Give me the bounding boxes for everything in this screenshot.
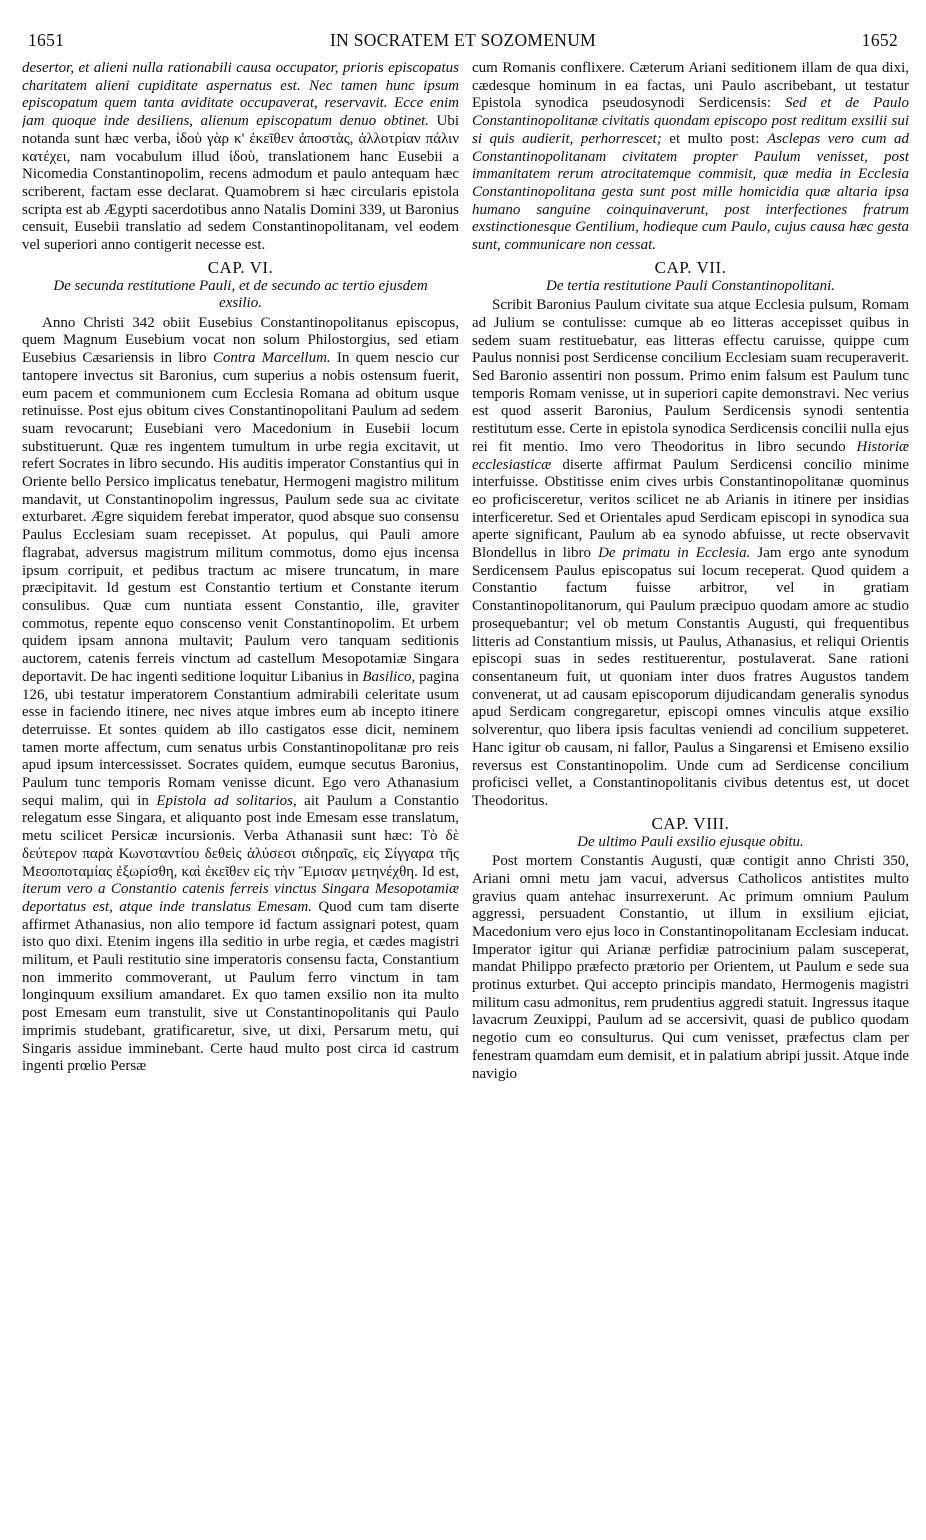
running-header — [28, 30, 898, 54]
body-text: Ubi notanda sunt hæc verba, ἰδοὺ γὰρ κ' ἐκεῖθεν ἀποστὰς, ἀλλοτρίαν πάλιν κατέχει, nam vocabulum illud ἰδοὺ, translationem hanc Eusebii a Nicomedia Constantinopolim, recens admodum et paulo antequam hæc scriberent, factam esse declarat. Quamobrem si hæc circularis epistola scripta est ab Ægypti sacerdotibus anno Natalis Domini 339, ut Baronius censuit, Eusebii translatio ad sedem Constantinopolitanam, vel eodem vel superiori anno contigerit necesse est. — [22, 113, 459, 254]
quotation-text: Sed et de Paulo Constantinopolitanæ civitatis quondam episcopo post reditum exsilii sui si quis audierit, perhorrescet; — [472, 95, 909, 147]
body-text: et multo post: — [661, 130, 767, 147]
body-text: Jam ergo ante synodum Serdicensem Paulus episcopatus sui locum receperat. Quod quidem a Constantio factum fuisse arbitror, vel in gratiam Constantinopolitanorum, qui Paulum præcipuo quodam amore ac studio prosequebantur; vel ob metum Constantis Augusti, qui frequentibus litteris ad Constantium missis, ut Paulus, Athanasius, et reliqui Orientis episcopi suas in sedes restituerentur, postulaverat. Sane rationi consentaneum fuit, ut quoniam inter duos fratres Augustos tandem convenerat, ut ad causam episcoporum dijudicandam generalis synodus apud Serdicam congregaretur, episcopi omnes vinculis atque exsilio solverentur, quo libera ipsis facultas veniendi ad concilium suppeteret. Hanc igitur ob causam, ni fallor, Paulus a Singarensi et Emiseno exsilio reversus est Constantinopolim. Unde cum ad Serdicense concilium proficisci vellet, a Constantinopolitanis civibus detentus est, ut docet Theodoritus. — [472, 545, 909, 809]
chapter-subtitle-7: De tertia restitutione Pauli Constantinopolitani. — [545, 277, 836, 294]
book-title: Epistola ad solitarios, — [156, 792, 297, 809]
body-text: Scribit Baronius Paulum civitate sua atque Ecclesia pulsum, Romam ad Julium se contulisse: cumque ab eo litteras accepisset quibus in sedem suam restituebatur, eas litteras effectu caruisse, quippe cum Paulus nonnisi post Serdicense concilium Ecclesiam suam recuperaverit. Sed Baronio assentiri non possum. Primo enim falsum est Paulum tunc temporis Romam venisse, ut in superiori capite demonstravi. Nec verius est quod asserit Baronius, Paulum Serdicensis synodi sententia restitutum esse. Certe in epistola synodica Serdicensis concilii nulla ejus rei fit mentio. Imo vero Theodoritus in libro secundo — [472, 297, 909, 455]
quotation-text: Asclepas vero cum ad Constantinopolitanam civitatem propter Paulum venisset, post immanitatem rerum atrocitatemque commisit, quæ media in Ecclesia Constantinopolitana gesta sunt post mille homicidia quæ altaria ipsa humano sanguine coinquinaverunt, post interfectiones fratrum exstinctionesque Gentilium, hodieque cum Paulo, cujus causa hæc gesta sunt, communicare non cessat. — [472, 130, 909, 254]
right-column — [472, 60, 909, 1535]
page-number-right: 1652 — [861, 30, 898, 50]
body-text: cum Romanis conflixere. Cæterum Ariani seditionem illam de qua dixi, cædesque hominum in ea factas, uni Paulo ascribebant, ut testatur Epistola synodica pseudosynodi Serdicensis: — [472, 60, 909, 112]
chapter-heading-8: CAP. VIII. — [651, 813, 730, 833]
body-text: In quem nescio cur tantopere invectus sit Baronius, cum superius a nobis ostensum fuerit, eum pacem et communionem cum Ecclesia Romana ad obitum usque retinuisse. Post ejus obitum cives Constantinopolitani Paulum ad sedem suam revocarunt; Eusebiani vero Macedonium in Eusebii locum substituerunt. Quæ res ingentem tumultum in urbe regia excitavit, ut refert Socrates in libro secundo. His auditis imperator Constantius qui in Oriente bello Persico implicatus tenebatur, Hermogeni magistro militum mandavit, ut Constantinopolim ingressus, Paulum sede sua ac civitate exturbaret. Ægre siquidem ferebat imperator, quod absque suo consensu Paulus Ecclesiam suam recepisset. At populus, qui Pauli amore flagrabat, adversus magistrum militum commotus, domo ejus incensa ipsum corripuit, et pedibus tractum ac misere truncatum, in mare præcipitavit. Id gestum est Constantio tertium et Constante iterum consulibus. Quæ cum nuntiata essent Constantio, ille, graviter commotus, repente equo conscenso venit Constantinopolim. Et urbem quidem ipsam annona multavit; Paulum vero tanquam seditionis auctorem, catenis ferreis vinctum ad castellum Mesopotamiæ Singara deportavit. De hac ingenti seditione loquitur Libanius in — [22, 350, 459, 685]
quotation-text: desertor, et alieni nulla rationabili causa occupator, prioris episcopatus charitatem alieni cupiditate aspernatus est. Nec tamen hunc ipsum episcopatum quem tanta aviditate occupaverat, reservavit. Ecce enim jam quoque inde desiliens, alienum episcopatum denuo obtinet. — [22, 60, 459, 130]
body-text: , pagina 126, ubi testatur imperatorem Constantium admirabili celeritate usum esse in faciendo itinere, nec nives atque imbres eum ab incepto itinere deterruisse. Et sontes quidem ab illo castigatos esse dicit, neminem tamen morte affectum, cum senatus urbis Constantinopolitanæ pro reis apud ipsum intercessisset. Socrates quidem, eumque secutus Baronius, Paulum tunc temporis Romam venisse dicunt. Ego vero Athanasium sequi malim, qui in — [22, 668, 459, 809]
running-title: IN SOCRATEM ET SOZOMENUM — [330, 30, 596, 50]
book-title: Historiæ ecclesiasticæ — [472, 438, 909, 473]
chapter-subtitle-8: De ultimo Pauli exsilio ejusque obitu. — [577, 833, 804, 850]
book-title: Contra Marcellum. — [212, 350, 331, 367]
paragraph: Post mortem Constantis Augusti, quæ contigit anno Christi 350, Ariani omni metu jam vacui, adversus Catholicos antistites multo gravius quam antehac insurrexerunt. Ac primum omnium Paulum aggressi, persuadent Constantio, ut illum in exsilium ejiciat, Macedonium vero ejus loco in Constantinopolitanam Ecclesiam inducat. Imperator igitur qui Arianæ perfidiæ patrocinium palam susceperat, mandat Philippo præfecto prætorio per Orientem, ut Paulum e sede sua protinus exturbet. Qui accepto principis mandato, Hermogenis magistri militum casu admonitus, rem prudentius aggredi statuit. Ingressus itaque lavacrum Zeuxippi, Paulum ad se accersivit, quasi de publico quodam negotio cum eo consulturus. Qui cum venisset, præfectus clam per fenestram quamdam eum demisit, et in palatium abripi jussit. Atque inde navigio — [472, 853, 909, 1082]
book-title: Basilico — [362, 668, 412, 685]
quotation-text: iterum vero a Constantio catenis ferreis vinctus Singara Mesopotamiæ deportatus est, atque inde translatus Emesam. — [22, 881, 459, 915]
paragraph-continuation — [472, 60, 909, 255]
chapter-heading-7: CAP. VII. — [654, 257, 727, 277]
paragraph — [472, 297, 909, 810]
chapter-heading-6: CAP. VI. — [207, 257, 274, 277]
chapter-subtitle-6: De secunda restitutione Pauli, et de secundo ac tertio ejusdem exsilio. — [53, 277, 428, 312]
paragraph-continuation — [22, 60, 459, 255]
paragraph — [22, 315, 459, 1076]
body-text: Anno Christi 342 obiit Eusebius Constantinopolitanus episcopus, quem Magnum Eusebium vocat non solum Philostorgius, sed etiam Eusebius Cæsariensis in libro — [22, 314, 459, 367]
left-column — [22, 60, 459, 1535]
book-title: De primatu in Ecclesia. — [598, 545, 751, 562]
page-number-left: 1651 — [28, 30, 65, 50]
body-text: diserte affirmat Paulum Serdicensi concilio minime interfuisse. Obstitisse enim cives urbis Constantinopolitanæ quominus eo proficisceretur, veritos scilicet ne ab Arianis in itinere per insidias interficeretur. Sed et Orientales apud Serdicam episcopi in synodica sua aperte significant, Paulum ab ea synodo abfuisse, ut recte observavit Blondellus in libro — [472, 456, 909, 562]
body-text: Quod cum tam diserte affirmet Athanasius, non alio tempore id factum assignari potest, quam isto quo dixi. Etenim ingens illa seditio in urbe regia, et cædes magistri militum, et Pauli restitutio sine imperatoris consensu facta, Constantium non immerito commoverant, ut Paulum ferro vinctum in tam longinquum exsilium amandaret. Ex quo tamen exsilio non ita multo post Emesam eum transtulit, sive ut Constantinopolitanis qui Paulo imprimis studebant, gratificaretur, sive, ut dixi, Persarum metu, qui Singaris assidue imminebant. Certe haud multo post circa id castrum ingenti prœlio Persæ — [22, 898, 459, 1075]
body-text: ait Paulum a Constantio relegatum esse Singara, et aliquanto post inde Emesam esse translatum, metu scilicet Persicæ incursionis. Verba Athanasii sunt hæc: Τὸ δὲ δεύτερον παρὰ Κωνσταντίου δεθεὶς ἁλύσεσι σιδηραῖς, εἰς Σίγγαρα τῆς Μεσοποταμίας ἐξωρίσθη, καὶ ἐκεῖθεν εἰς τὴν Ἔμισαν μετηνέχθη. Id est, — [22, 792, 459, 880]
